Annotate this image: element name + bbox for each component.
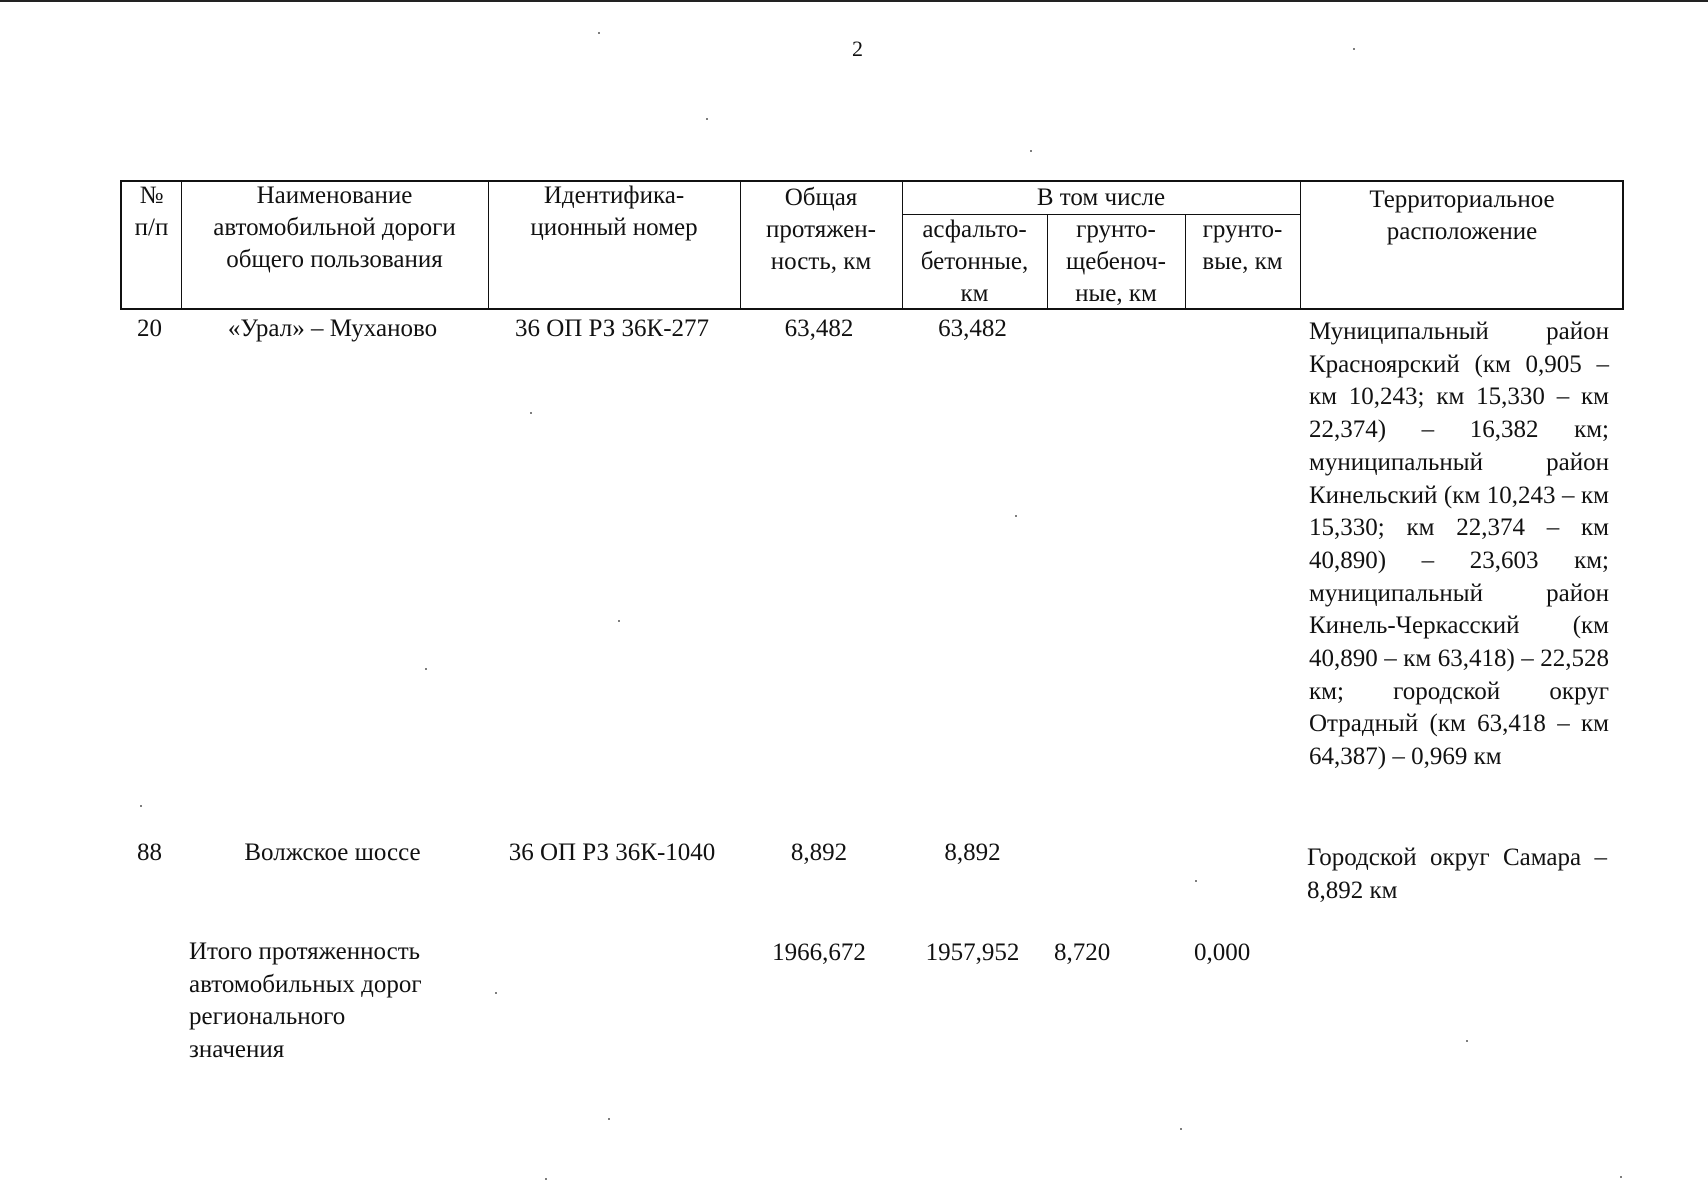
- row-id-number: 36 ОП РЗ 36К-277: [514, 315, 710, 342]
- scan-speck: [1030, 150, 1032, 152]
- header-dirt: грунто- вые, км: [1202, 216, 1283, 275]
- header-asphalt: асфальто- бетонные, км: [920, 216, 1029, 307]
- scan-speck: [1353, 48, 1355, 50]
- row-road-name: «Урал» – Муханово: [227, 315, 438, 342]
- scan-speck: [1180, 1128, 1182, 1130]
- header-no: № п/п: [134, 182, 169, 241]
- row-total-length: 63,482: [784, 315, 854, 342]
- row-territory: Городской округ Самара – 8,892 км: [1307, 844, 1607, 904]
- scan-speck: [545, 1178, 547, 1180]
- scan-speck: [608, 1118, 610, 1120]
- total-label: Итого протяженность автомобильных дорог регионального значения: [189, 938, 422, 1064]
- table-header: [120, 180, 1624, 310]
- header-including: В том числе: [1036, 184, 1166, 211]
- scan-speck: [1195, 880, 1197, 882]
- row-territory: Муниципальный район Красноярский (км 0,905 – км 10,243; км 15,330 – км 22,374) – 16,382 км; муниципальный район Кинельский (км 10,243 – км 15,330; км 22,374 – км 40,890) – 23,603 км; муниципальный район Кинель-Черкасский (км 40,890 – км 63,418) – 22,528 км; городской округ Отрадный (км 63,418 – км 64,387) – 0,969 км: [1309, 318, 1609, 771]
- scan-speck: [1015, 515, 1017, 517]
- scan-speck: [618, 620, 620, 622]
- page-number: 2: [852, 36, 863, 61]
- total-asphalt: 1957,952: [925, 939, 1020, 966]
- scan-speck: [1466, 1040, 1468, 1042]
- header-road-name: Наименование автомобильной дороги общего пользования: [213, 182, 456, 273]
- row-asphalt: 63,482: [938, 315, 1007, 342]
- row-id-number: 36 ОП РЗ 36К-1040: [508, 839, 716, 866]
- header-territory: Территориальное расположение: [1369, 186, 1555, 245]
- row-no: 20: [137, 315, 162, 342]
- scan-speck: [425, 668, 427, 670]
- total-length: 1966,672: [772, 939, 866, 966]
- scan-speck: [495, 992, 497, 994]
- scan-speck: [706, 118, 708, 120]
- total-gravel: 8,720: [1054, 939, 1111, 966]
- scan-speck: [1620, 1176, 1622, 1178]
- scan-speck: [140, 805, 142, 807]
- row-no: 88: [137, 839, 162, 866]
- total-dirt: 0,000: [1194, 939, 1251, 966]
- row-asphalt: 8,892: [944, 839, 1001, 866]
- scan-speck: [598, 32, 600, 34]
- row-total-length: 8,892: [790, 839, 848, 866]
- row-road-name: Волжское шоссе: [244, 839, 421, 866]
- header-gravel: грунто- щебеноч- ные, км: [1066, 216, 1166, 307]
- scan-speck: [530, 412, 532, 414]
- page-top-border: [0, 0, 1708, 2]
- header-total-length: Общая протяжен- ность, км: [766, 184, 876, 275]
- header-id-number: Идентифика- ционный номер: [530, 182, 698, 241]
